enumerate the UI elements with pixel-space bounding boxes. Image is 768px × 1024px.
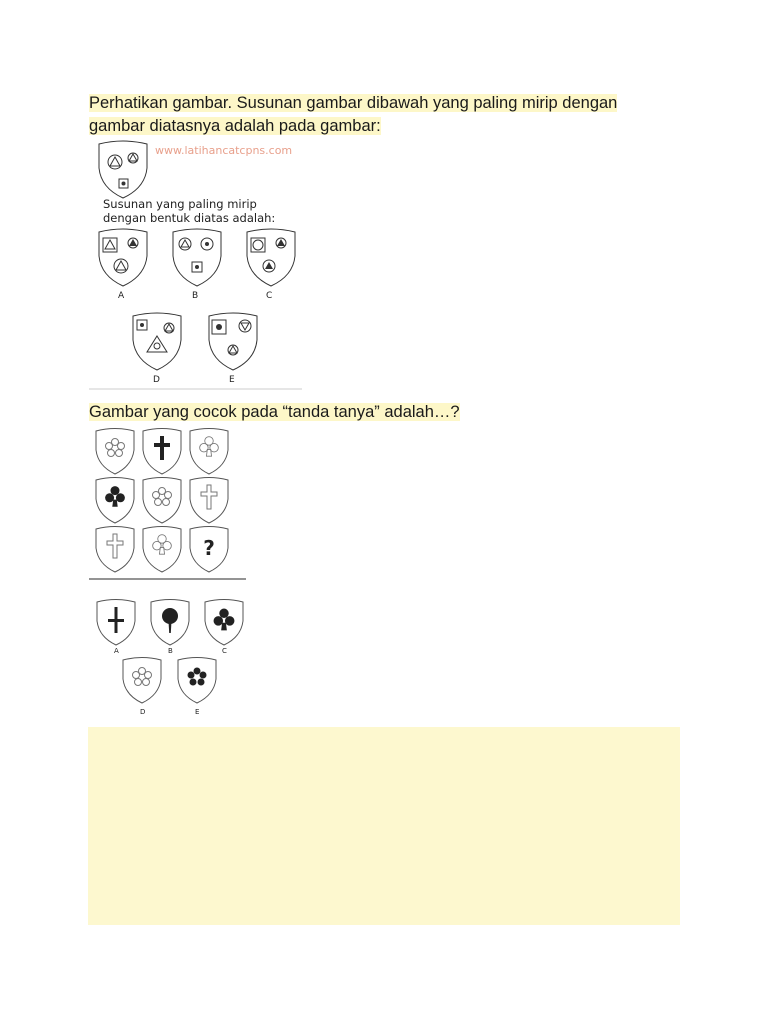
answer-option-e (178, 658, 216, 704)
grid-shield-7 (96, 527, 134, 573)
question-2-prompt: Gambar yang cocok pada “tanda tanya” adalah…? (89, 403, 460, 421)
option-e-shield (209, 313, 257, 370)
question-1-figure (89, 136, 304, 392)
grid-shield-4 (96, 478, 134, 524)
answer-option-a (97, 600, 135, 646)
answer-label-c: C (222, 647, 227, 655)
option-b-shield (173, 229, 221, 286)
answer-box (88, 727, 680, 925)
answer-option-c (205, 600, 243, 646)
answer-label-b: B (168, 647, 173, 655)
option-a-label: A (118, 291, 125, 301)
grid-shield-1 (96, 429, 134, 475)
reference-shield (99, 141, 147, 198)
answer-label-d: D (140, 708, 146, 716)
answer-option-d (123, 658, 161, 704)
unknown-mark: ? (203, 536, 215, 560)
answer-option-b (151, 600, 189, 646)
question-2-options (89, 595, 249, 720)
grid-shield-9 (190, 527, 228, 573)
option-a-shield (99, 229, 147, 286)
grid-shield-8 (143, 527, 181, 573)
grid-shield-5 (143, 478, 181, 524)
question-1-prompt: Perhatikan gambar. Susunan gambar dibawah yang paling mirip dengan gambar diatasnya adalah pada gambar: (89, 94, 618, 135)
answer-label-a: A (114, 647, 119, 655)
question-2-grid (89, 424, 249, 584)
caption-line-1: Susunan yang paling mirip (103, 197, 257, 211)
grid-shield-6 (190, 478, 228, 524)
option-d-shield (133, 313, 181, 370)
option-d-label: D (153, 375, 160, 385)
grid-shield-2 (143, 429, 181, 475)
watermark: www.latihancatcpns.com (155, 144, 293, 157)
option-c-label: C (266, 291, 273, 301)
grid-shield-3 (190, 429, 228, 475)
option-b-label: B (192, 291, 199, 301)
option-c-shield (247, 229, 295, 286)
option-e-label: E (229, 375, 235, 385)
caption-line-2: dengan bentuk diatas adalah: (103, 211, 276, 225)
answer-label-e: E (195, 708, 200, 716)
